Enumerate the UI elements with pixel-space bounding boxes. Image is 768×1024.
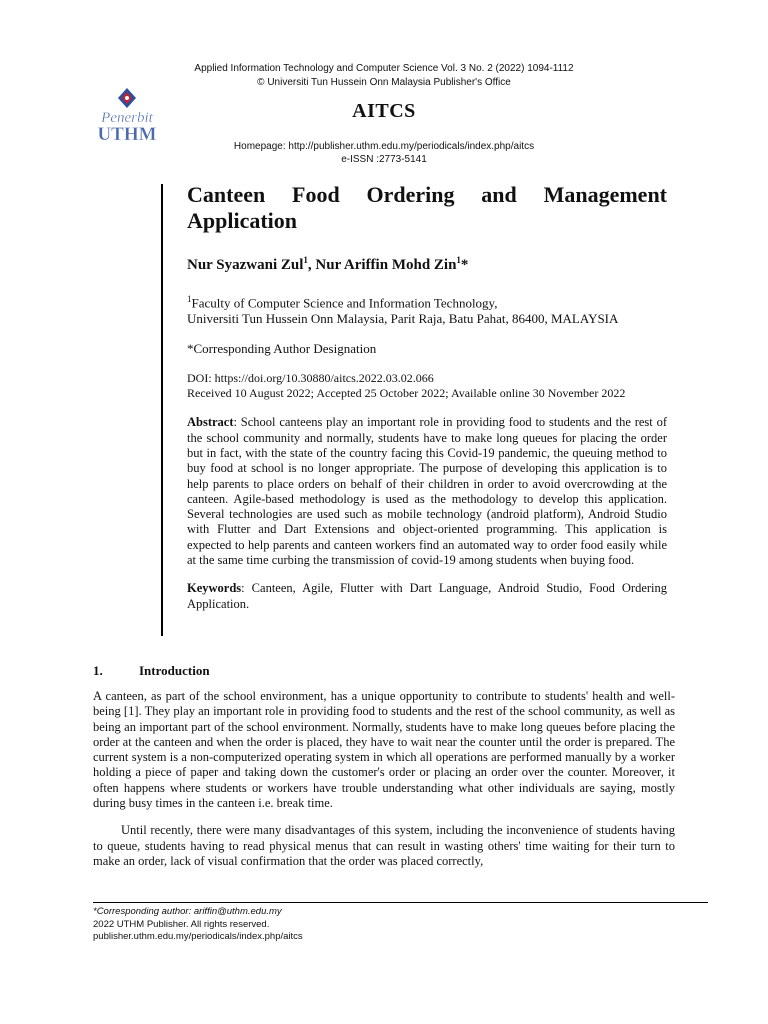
abstract-text: : School canteens play an important role in providing food to students and the rest of the school community and normally, students have to make long queues for placing the order but in fact, with the state of the country facing this Covid-19 pandemic, the queuing method to buy food at school is no longer appropriate. The purpose of developing this application is to help parents to place orders on behalf of their children in order to avoid overcrowding at the canteen. Agile-based methodology is used as the methodology to develop this application. Several technologies are used such as mobile technology (android platform), Android Studio with Flutter and Dart Extensions and object-oriented programming. This application is expected to help parents and canteen workers find an automated way to order food easily while at the same time curbing the transmission of covid-19 among students when buying food. (187, 415, 667, 567)
doi-link[interactable]: DOI: https://doi.org/10.30880/aitcs.2022.03.02.066 (187, 371, 434, 386)
journal-homepage: Homepage: http://publisher.uthm.edu.my/periodicals/index.php/aitcs (233, 141, 535, 152)
journal-acronym: AITCS (352, 100, 416, 122)
abstract-label: Abstract (187, 415, 234, 430)
body-paragraph: A canteen, as part of the school environment, has a unique opportunity to contribute to students' health and well-being [1]. They play an important role in providing food to students and the rest of the school community, as well as being an important part of the school environment. Normally, students have to make long queues before placing the order at the canteen and when the order is placed, they have to wait near the counter until the order is prepared. The current system is a non-computerized operating system in which all operations are performed manually by a worker holding a piece of paper and taking down the customer's order or placing an order over the counter. Moreover, it often happens where students or workers have trouble understanding what other individuals are saying, mostly during busy times in the canteen i.e. break time. (93, 689, 675, 811)
section-number: 1. (93, 663, 103, 678)
corresponding-author-mark: * (460, 257, 469, 273)
logo-word-penerbit: Penerbit (101, 110, 153, 126)
section-heading (93, 663, 210, 679)
journal-eissn: e-ISSN :2773-5141 (341, 154, 427, 165)
affiliation-line: Universiti Tun Hussein Onn Malaysia, Parit Raja, Batu Pahat, 86400, MALAYSIA (187, 311, 619, 327)
author-affiliation-marker: 1 (303, 255, 308, 265)
section-body (93, 689, 675, 881)
affiliation-marker: 1 (187, 294, 192, 304)
logo-word-uthm: UTHM (97, 124, 157, 145)
corresponding-designation: *Corresponding Author Designation (187, 341, 377, 357)
article-title: Canteen Food Ordering and Management Application (187, 182, 667, 233)
body-paragraph: Until recently, there were many disadvantages of this system, including the inconvenience of students having to queue, students having to read physical menus that can result in wasting others' time waiting for their turn to make an order, lack of visual confirmation that the order was placed correctly, (93, 823, 675, 868)
publisher-rights: 2022 UTHM Publisher. All rights reserved. (93, 918, 270, 930)
journal-copyright: © Universiti Tun Hussein Onn Malaysia Publisher's Office (257, 77, 511, 88)
keywords-text: : Canteen, Agile, Flutter with Dart Language, Android Studio, Food Ordering Application. (187, 581, 667, 611)
article-header (187, 182, 667, 612)
abstract (187, 415, 667, 568)
header-vertical-rule (161, 184, 163, 636)
page-footer (93, 906, 303, 944)
affiliation-line: Faculty of Computer Science and Information Technology, (191, 295, 498, 311)
section-title: Introduction (139, 663, 210, 678)
author-name: Nur Ariffin Mohd Zin (315, 257, 457, 273)
author-name: Nur Syazwani Zul (187, 257, 304, 273)
keywords (187, 581, 667, 612)
publication-dates: Received 10 August 2022; Accepted 25 October 2022; Available online 30 November 2022 (187, 386, 626, 401)
keywords-label: Keywords (187, 581, 242, 596)
journal-citation: Applied Information Technology and Computer Science Vol. 3 No. 2 (2022) 1094-1112 (194, 63, 574, 74)
author-list: Nur Syazwani Zul$^1$, Nur Ariffin Mohd Zin$^1$* (187, 255, 469, 273)
journal-homepage-block (0, 140, 768, 166)
corresponding-email[interactable]: *Corresponding author: ariffin@uthm.edu.my (93, 906, 282, 917)
publication-info (187, 371, 667, 401)
publisher-url[interactable]: publisher.uthm.edu.my/periodicals/index.php/aitcs (93, 931, 303, 942)
author-affiliation-marker: 1 (456, 255, 461, 265)
affiliation (187, 291, 667, 327)
footer-divider (93, 902, 708, 903)
